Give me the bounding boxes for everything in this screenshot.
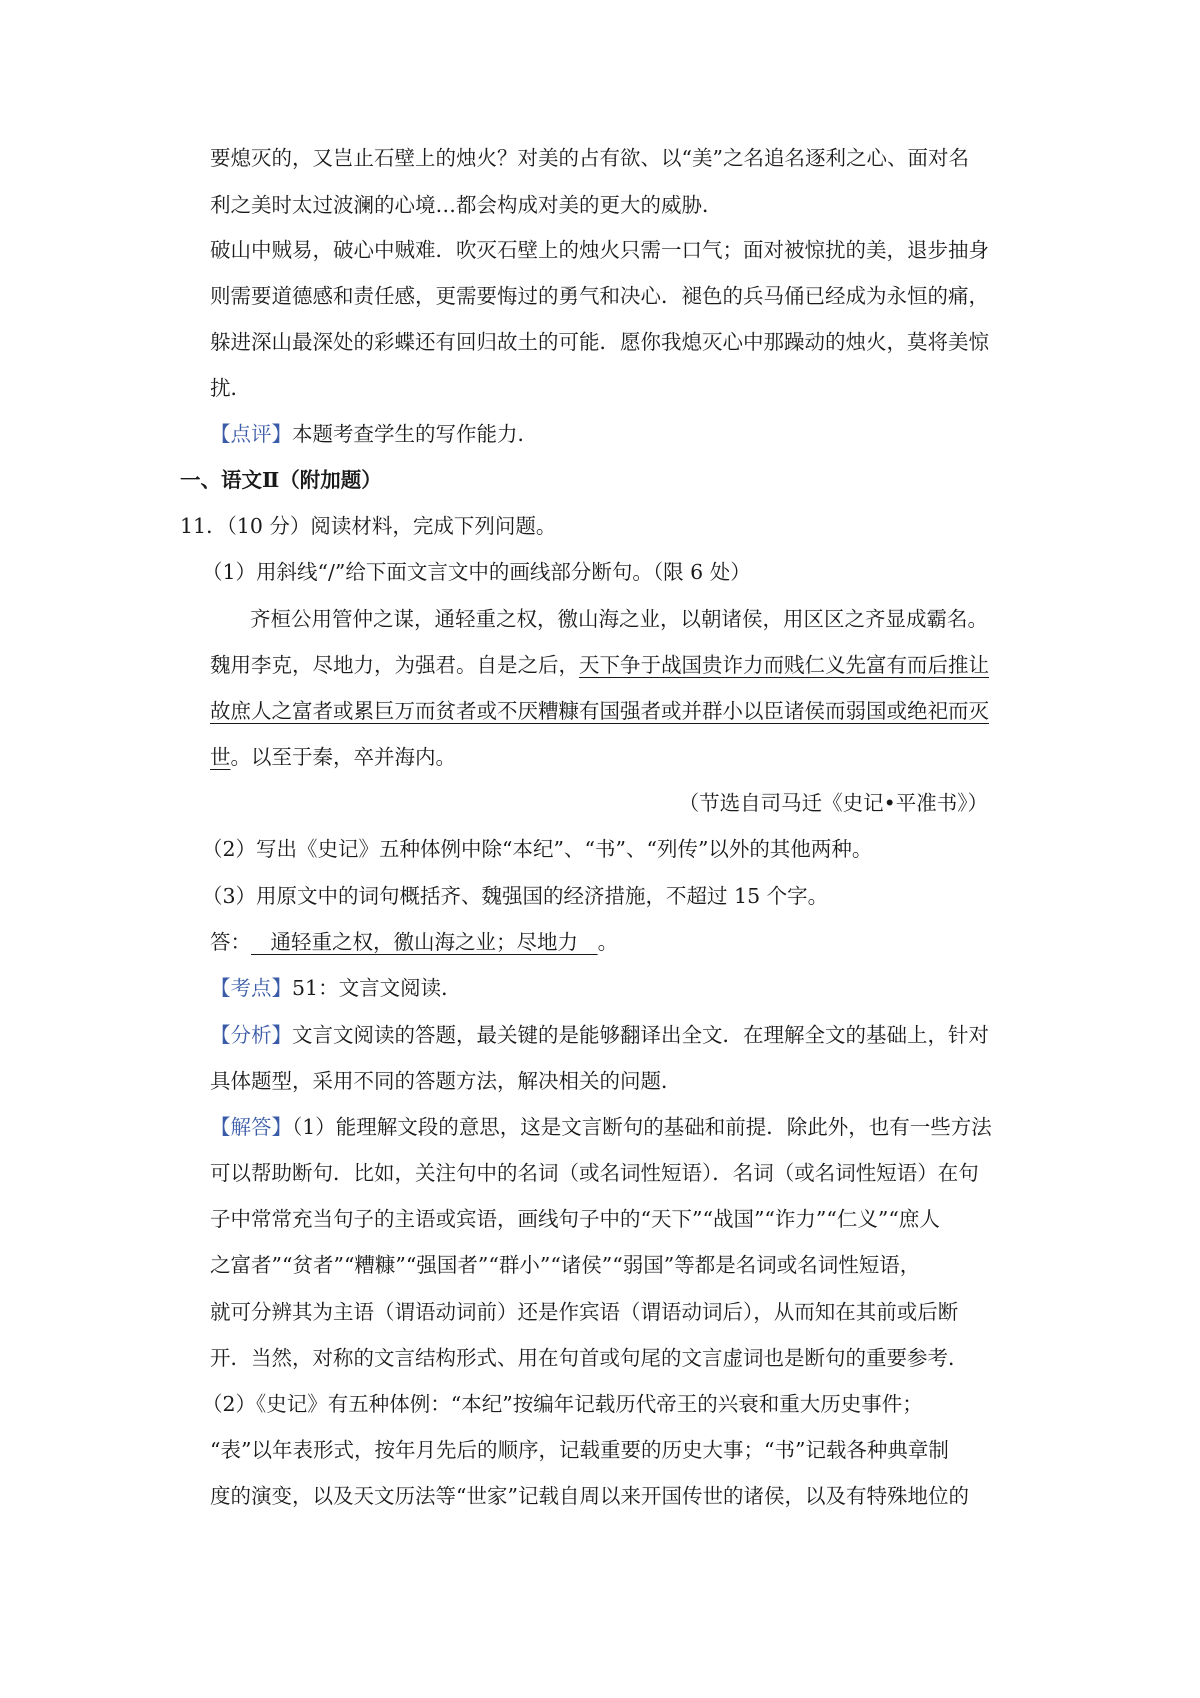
question-sub2: （2）写出《史记》五种体例中除“本纪”、“书”、“列传”以外的其他两种。 [202, 837, 873, 861]
passage-line-1: 齐桓公用管仲之谋，通轻重之权，徼山海之业，以朝诸侯，用区区之齐显成霸名。 [250, 607, 988, 631]
fenxi-text: 文言文阅读的答题，最关键的是能够翻译出全文．在理解全文的基础上，针对 [292, 1023, 989, 1047]
essay-line: 利之美时太过波澜的心境…都会构成对美的更大的威胁． [210, 193, 723, 217]
jieda-line [210, 1113, 992, 1141]
passage-line-4 [210, 743, 456, 771]
jieda-text: （1）能理解文段的意思，这是文言断句的基础和前提．除此外，也有一些方法 [292, 1115, 992, 1139]
question-sub3: （3）用原文中的词句概括齐、魏强国的经济措施，不超过 15 个字。 [202, 884, 829, 908]
passage-underlined: 世 [210, 745, 231, 769]
kaodian-line [210, 974, 462, 1002]
answer-line [210, 928, 618, 956]
part2-line: （2）《史记》有五种体例：“本纪”按编年记载历代帝王的兴衰和重大历史事件； [202, 1392, 923, 1416]
kaodian-tag: 【考点】 [210, 976, 292, 1000]
passage-line-2 [210, 651, 989, 679]
fenxi-line [210, 1021, 989, 1049]
answer-end: 。 [597, 930, 619, 954]
jieda-line: 开．当然，对称的文言结构形式、用在句首或句尾的文言虚词也是断句的重要参考． [210, 1346, 969, 1370]
answer-label: 答： [210, 930, 251, 954]
part2-line: 度的演变，以及天文历法等“世家”记载自周以来开国传世的诸侯，以及有特殊地位的 [210, 1484, 969, 1508]
passage-source: （节选自司马迁《史记•平准书》） [678, 791, 988, 815]
essay-line: 则需要道德感和责任感，更需要悔过的勇气和决心．褪色的兵马俑已经成为永恒的痛， [210, 284, 989, 308]
part2-line: “表”以年表形式，按年月先后的顺序，记载重要的历史大事；“书”记载各种典章制 [210, 1438, 949, 1462]
essay-line: 躲进深山最深处的彩蝶还有回归故土的可能．愿你我熄灭心中那躁动的烛火，莫将美惊 [210, 330, 989, 354]
fenxi-tag: 【分析】 [210, 1023, 292, 1047]
kaodian-text: 51：文言文阅读． [292, 976, 462, 1000]
jieda-line: 可以帮助断句．比如，关注句中的名词（或名词性短语）．名词（或名词性短语）在句 [210, 1161, 979, 1185]
jieda-line: 子中常常充当句子的主语或宾语，画线句子中的“天下”“战国”“诈力”“仁义”“庶人 [210, 1207, 940, 1231]
jieda-line: 之富者”“贫者”“糟糠”“强国者”“群小”“诸侯”“弱国”等都是名词或名词性短语， [210, 1253, 921, 1277]
answer-text: 通轻重之权，徼山海之业；尽地力 [251, 930, 598, 954]
essay-line: 要熄灭的，又岂止石壁上的烛火？对美的占有欲、以“美”之名追名逐利之心、面对名 [210, 146, 969, 170]
comment-line [210, 420, 538, 448]
comment-text: 本题考查学生的写作能力． [292, 422, 538, 446]
fenxi-line: 具体题型，采用不同的答题方法，解决相关的问题． [210, 1069, 682, 1093]
passage-underlined: 天下争于战国贵诈力而贱仁义先富有而后推让 [579, 653, 989, 677]
question-sub1: （1）用斜线“/”给下面文言文中的画线部分断句。（限 6 处） [202, 560, 751, 584]
jieda-line: 就可分辨其为主语（谓语动词前）还是作宾语（谓语动词后），从而知在其前或后断 [210, 1300, 959, 1324]
question-title: 11．（10 分）阅读材料，完成下列问题。 [180, 514, 557, 538]
essay-line: 扰． [210, 376, 251, 400]
passage-plain: 。以至于秦，卒并海内。 [230, 745, 456, 769]
passage-underlined: 故庶人之富者或累巨万而贫者或不厌糟糠有国强者或并群小以臣诸侯而弱国或绝祀而灭 [210, 699, 989, 723]
passage-line-3 [210, 697, 989, 725]
comment-tag: 【点评】 [210, 422, 292, 446]
essay-line: 破山中贼易，破心中贼难．吹灭石壁上的烛火只需一口气；面对被惊扰的美，退步抽身 [210, 238, 989, 262]
section-heading: 一、语文Ⅱ（附加题） [180, 468, 382, 492]
jieda-tag: 【解答】 [210, 1115, 292, 1139]
passage-plain: 魏用李克，尽地力，为强君。自是之后， [210, 653, 579, 677]
